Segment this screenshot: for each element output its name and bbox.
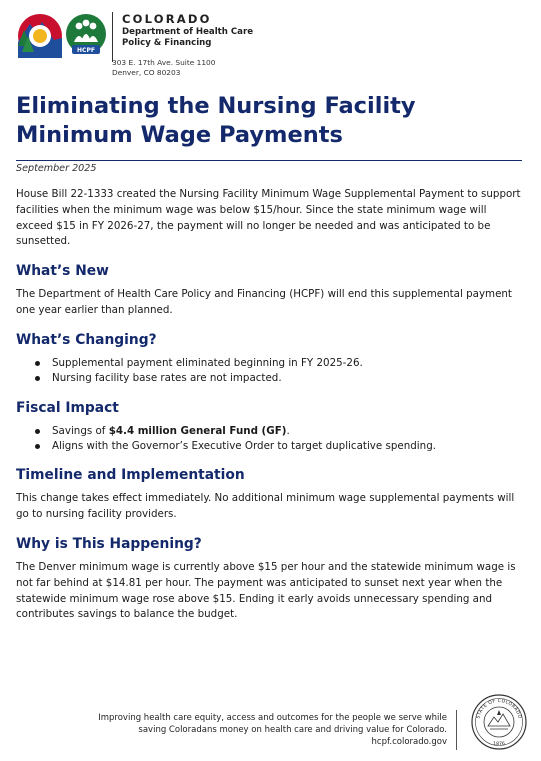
section-fiscal-impact xyxy=(16,399,526,455)
department-line-1: Department of Health Care xyxy=(122,27,254,37)
list-item xyxy=(16,371,526,386)
section-heading: What’s Changing? xyxy=(16,331,157,348)
list-item-text: Supplemental payment eliminated beginning in FY 2025-26. xyxy=(52,356,363,369)
list-item xyxy=(16,356,526,371)
footer-line-2: saving Coloradans money on health care and driving value for Colorado. xyxy=(138,725,447,735)
footer-mission xyxy=(47,712,447,748)
list-item-text: Nursing facility base rates are not impacted. xyxy=(52,372,282,385)
section-whats-changing xyxy=(16,331,526,387)
bullet-list xyxy=(16,424,526,455)
section-timeline xyxy=(16,466,526,523)
section-heading: Timeline and Implementation xyxy=(16,467,245,484)
section-heading: What’s New xyxy=(16,263,109,280)
title-divider xyxy=(16,160,522,161)
section-whats-new xyxy=(16,262,526,319)
list-item xyxy=(16,439,526,454)
list-item-text-prefix: Savings of xyxy=(52,424,109,437)
seal-top-text: STATE OF COLORADO xyxy=(476,698,522,720)
bullet-icon xyxy=(35,444,40,449)
page-title: Eliminating the Nursing Facility Minimum Wage Payments xyxy=(16,93,416,148)
seal-year: 1876 xyxy=(493,742,505,747)
state-name: COLORADO xyxy=(122,12,212,26)
bullet-icon xyxy=(35,376,40,381)
section-body: The Denver minimum wage is currently above $15 per hour and the statewide minimum wage is not far behind at $14.81 per hour. The payment was anticipated to sunset next year when the statewide minimum wage rose above $15. Ending it early avoids unnecessary spending and contributes savings to balance the budget. xyxy=(16,561,516,621)
header-divider xyxy=(112,12,113,62)
section-why xyxy=(16,535,526,623)
section-heading: Fiscal Impact xyxy=(16,399,119,416)
list-item xyxy=(16,424,526,439)
department-line-2: Policy & Financing xyxy=(122,37,212,48)
footer-line-1: Improving health care equity, access and outcomes for the people we serve while xyxy=(98,713,447,723)
bullet-icon xyxy=(35,429,40,434)
hcpf-logo-icon xyxy=(64,12,108,60)
savings-amount: $4.4 million General Fund (GF) xyxy=(108,424,287,437)
department-name xyxy=(122,27,282,48)
address-line-1: 303 E. 17th Ave. Suite 1100 xyxy=(112,58,216,67)
colorado-logo-icon xyxy=(16,12,64,60)
address-line-2: Denver, CO 80203 xyxy=(112,67,181,77)
publication-date: September 2025 xyxy=(16,163,97,174)
section-body: The Department of Health Care Policy and Financing (HCPF) will end this supplemental payment one year earlier than planned. xyxy=(16,288,512,316)
footer-url: hcpf.colorado.gov xyxy=(371,737,447,747)
letterhead xyxy=(16,10,526,80)
list-item-text-suffix: . xyxy=(286,424,290,437)
address xyxy=(112,58,215,77)
section-body: This change takes effect immediately. No additional minimum wage supplemental payments will go to nursing facility providers. xyxy=(16,492,515,521)
bullet-list xyxy=(16,356,526,387)
footer-divider xyxy=(456,710,457,750)
document-body xyxy=(16,187,526,623)
section-heading: Why is This Happening? xyxy=(16,536,202,552)
bullet-icon xyxy=(35,361,40,366)
intro-paragraph: House Bill 22-1333 created the Nursing Facility Minimum Wage Supplemental Payment to support facilities when the minimum wage was below $15/hour. Since the state minimum wage will exceed $15 in FY 2026-27, the payment will no longer be needed and was anticipated to be sunsetted. xyxy=(16,188,521,248)
list-item-text: Aligns with the Governor’s Executive Order to target duplicative spending. xyxy=(52,440,437,452)
hcpf-badge: HCPF xyxy=(77,47,95,54)
state-seal-icon xyxy=(470,693,528,751)
